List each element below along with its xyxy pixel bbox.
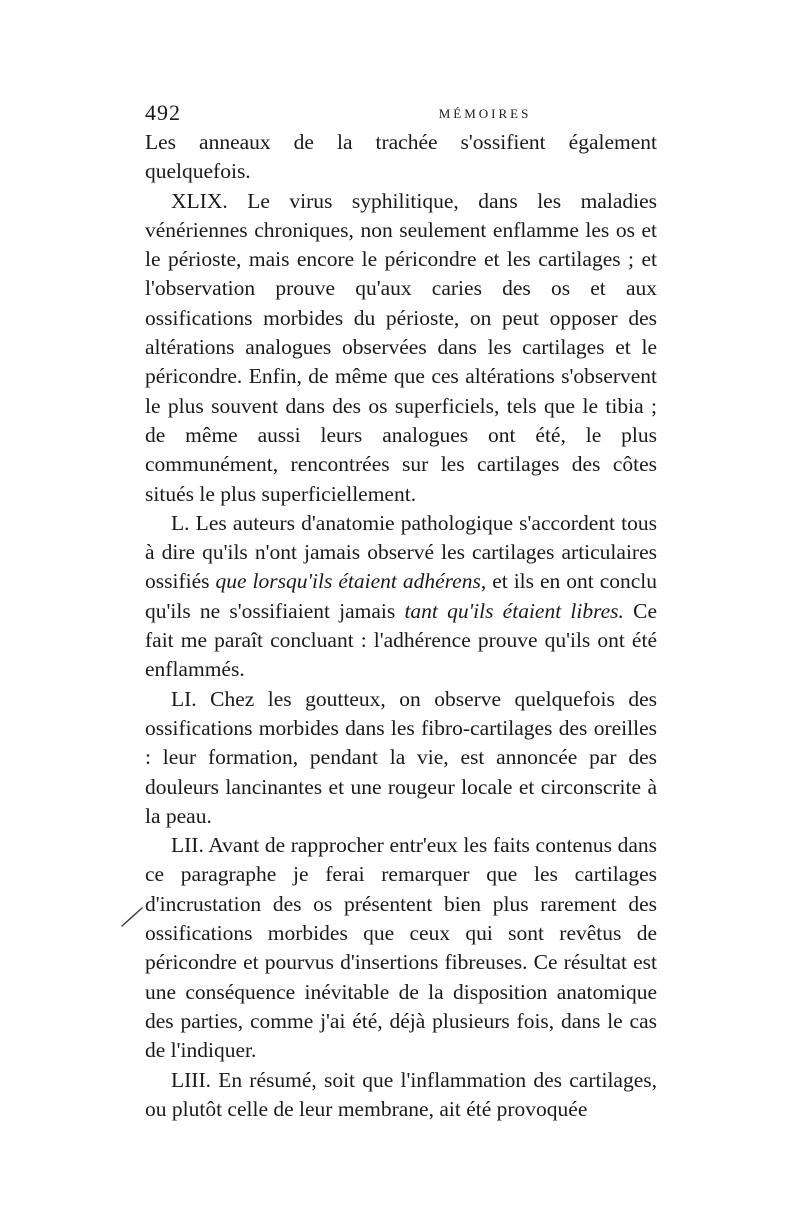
text-segment: LI. Chez les goutteux, on observe quelquefois des ossifications morbides dans les fibro-cartilages des oreilles : leur formation, pendant la vie, est annoncée par des douleurs lancinantes et une rougeur locale et circonscrite à la peau. xyxy=(145,686,657,828)
text-segment: LIII. En résumé, soit que l'inflammation des cartilages, ou plutôt celle de leur membrane, ait été provoquée xyxy=(145,1067,657,1121)
italic-segment: que lorsqu'ils étaient adhérens xyxy=(215,569,481,594)
paragraph-l xyxy=(145,509,657,685)
paragraph-liii xyxy=(145,1066,657,1125)
text-segment: Ce fait me paraît concluant : l'adhérence prouve qu'ils ont été enflammés. xyxy=(145,598,657,682)
italic-segment: tant qu'ils étaient libres. xyxy=(404,598,624,623)
text-segment: L. Les auteurs d'anatomie pathologique s'accordent tous à dire qu'ils n'ont jamais observé les cartilages articulaires ossifiés xyxy=(145,510,657,594)
paragraph-lii xyxy=(145,831,657,1065)
text-segment: LII. Avant de rapprocher entr'eux les faits contenus dans ce paragraphe je ferai remarquer que les cartilages d'incrustation des os présentent bien plus rarement des ossifications morbides que ceux qui sont revêtus de péricondre et pourvus d'insertions fibreuses. Ce résultat est une conséquence inévitable de la disposition anatomique des parties, comme j'ai été, déjà plusieurs fois, dans le cas de l'indiquer. xyxy=(145,833,657,1063)
running-head: MÉMOIRES xyxy=(438,106,532,121)
text-segment: XLIX. Le virus syphilitique, dans les maladies vénériennes chroniques, non seulement enflamme les os et le périoste, mais encore le péricondre et les cartilages ; et l'observation prouve qu'aux caries des os et aux ossifications morbides du périoste, on peut opposer des altérations analogues observées dans les cartilages et le péricondre. Enfin, de même que ces altérations s'observent le plus souvent dans des os superficiels, tels que le tibia ; de même aussi leurs analogues ont été, le plus communément, rencontrées sur les cartilages des côtes situés le plus superficiellement. xyxy=(145,188,657,506)
pencil-mark-icon xyxy=(118,902,146,930)
text-segment: Les anneaux de la trachée s'ossifient également quelquefois. xyxy=(145,130,657,184)
paragraph-continuation xyxy=(145,128,657,187)
paragraph-xlix xyxy=(145,187,657,509)
body-text xyxy=(145,128,657,1124)
text-segment: , et ils en ont conclu qu'ils ne s'ossifiaient jamais xyxy=(145,569,658,623)
page-number: 492 xyxy=(145,100,181,125)
page-header xyxy=(145,100,655,124)
paragraph-li xyxy=(145,685,657,831)
